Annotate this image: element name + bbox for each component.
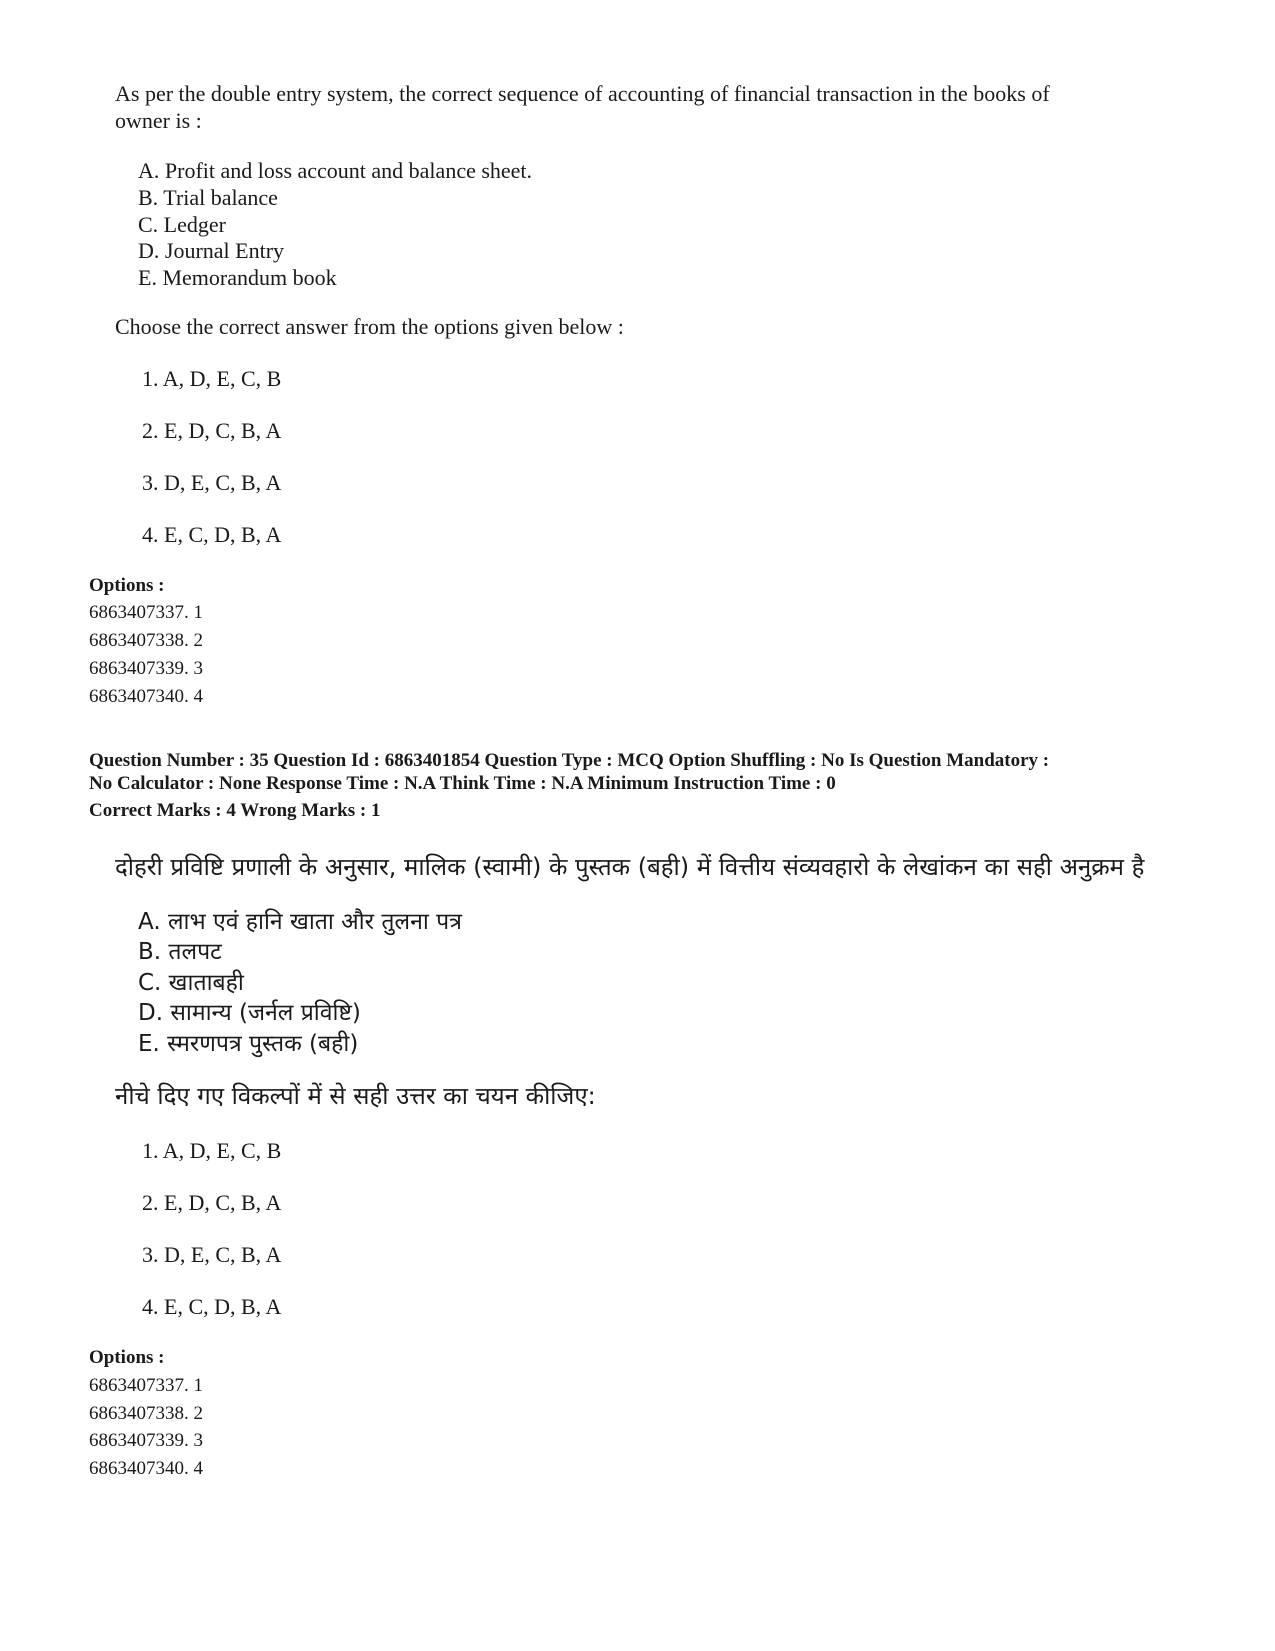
marks-line: Correct Marks : 4 Wrong Marks : 1 xyxy=(89,800,381,821)
statement-b: B. Trial balance xyxy=(138,185,278,210)
choice-3: 3. D, E, C, B, A xyxy=(142,470,282,495)
question-stem-hindi: दोहरी प्रविष्टि प्रणाली के अनुसार, मालिक (स्वामी) के पुस्तक (बही) में वित्तीय संव्यवहारो के लेखांकन का सही अनुक्रम है xyxy=(115,853,1145,881)
question-meta-line-1: Question Number : 35 Question Id : 6863401854 Question Type : MCQ Option Shuffling : No Is Question Mandatory : xyxy=(89,750,1050,771)
options-title: Options : xyxy=(89,1347,165,1368)
statement-a: A. Profit and loss account and balance sheet. xyxy=(138,158,533,183)
option-id-row: 6863407339. 3 xyxy=(89,658,203,679)
answer-instruction: Choose the correct answer from the options given below : xyxy=(115,314,624,339)
options-title: Options : xyxy=(89,575,165,596)
option-id-row: 6863407337. 1 xyxy=(89,602,203,623)
option-id-row: 6863407338. 2 xyxy=(89,1403,203,1424)
choice-2: 2. E, D, C, B, A xyxy=(142,418,282,443)
statement-b-hindi: B. तलपट xyxy=(138,939,222,965)
question-stem-line-2: owner is : xyxy=(115,108,202,133)
question-meta-line-2: No Calculator : None Response Time : N.A Think Time : N.A Minimum Instruction Time : 0 xyxy=(89,773,836,794)
choice-4-hindi: 4. E, C, D, B, A xyxy=(142,1294,282,1319)
statement-e-hindi: E. स्मरणपत्र पुस्तक (बही) xyxy=(138,1031,359,1057)
option-id-row: 6863407338. 2 xyxy=(89,630,203,651)
answer-instruction-hindi: नीचे दिए गए विकल्पों में से सही उत्तर का चयन कीजिए: xyxy=(115,1082,596,1110)
statement-d-hindi: D. सामान्य (जर्नल प्रविष्टि) xyxy=(138,1000,361,1026)
statement-c-hindi: C. खाताबही xyxy=(138,970,244,996)
question-stem-line-1: As per the double entry system, the correct sequence of accounting of financial transaction in the books of xyxy=(115,81,1050,106)
statement-c: C. Ledger xyxy=(138,212,226,237)
option-id-row: 6863407340. 4 xyxy=(89,686,203,707)
option-id-row: 6863407339. 3 xyxy=(89,1430,203,1451)
option-id-row: 6863407337. 1 xyxy=(89,1375,203,1396)
statement-a-hindi: A. लाभ एवं हानि खाता और तुलना पत्र xyxy=(138,909,462,935)
choice-2-hindi: 2. E, D, C, B, A xyxy=(142,1190,282,1215)
choice-3-hindi: 3. D, E, C, B, A xyxy=(142,1242,282,1267)
choice-1-hindi: 1. A, D, E, C, B xyxy=(142,1138,282,1163)
option-id-row: 6863407340. 4 xyxy=(89,1458,203,1479)
statement-d: D. Journal Entry xyxy=(138,238,285,263)
choice-4: 4. E, C, D, B, A xyxy=(142,522,282,547)
choice-1: 1. A, D, E, C, B xyxy=(142,366,282,391)
statement-e: E. Memorandum book xyxy=(138,265,337,290)
